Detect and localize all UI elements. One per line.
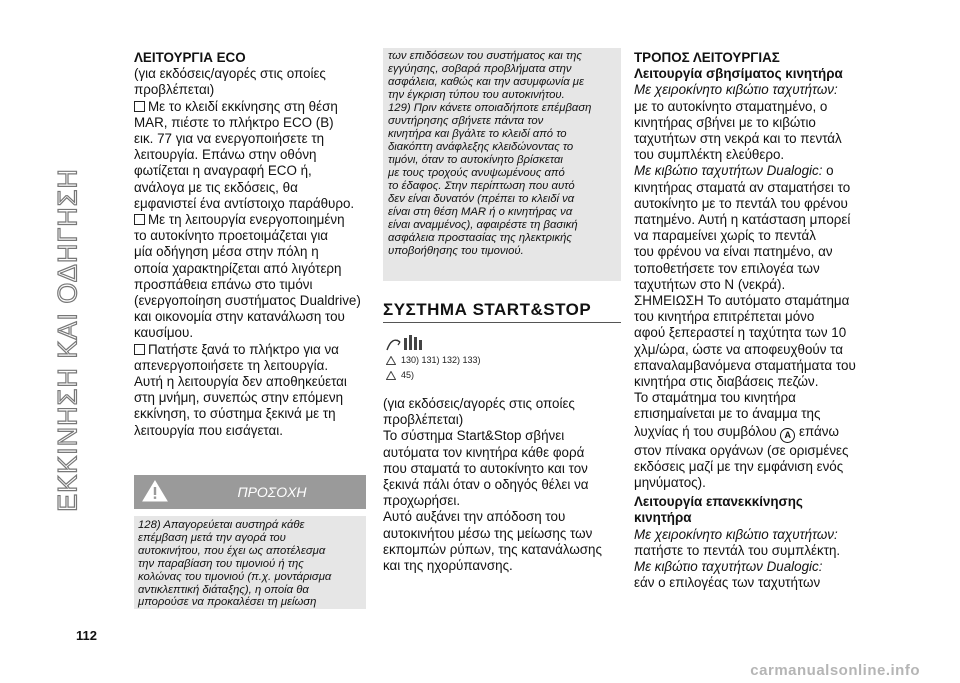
text-line: στη μνήμη, συνεπώς στην επόμενη	[134, 390, 344, 406]
text-line: με το αυτοκίνητο σταματημένο, ο	[634, 98, 828, 114]
text-line: του συμπλέκτη ελεύθερο.	[634, 147, 785, 163]
heading-rule	[383, 322, 621, 323]
eco-heading: ΛΕΙΤΟΥΡΓΙΑ ECO	[134, 50, 246, 65]
text-line: ξεκινά πάλι όταν ο οδηγός θέλει να	[383, 477, 589, 493]
text-line: λειτουργία που εισάγεται.	[134, 422, 283, 438]
restart-heading: Λειτουργία επανεκκίνησης	[634, 494, 803, 510]
warning-line: επέμβαση μετά την αγορά του	[138, 531, 286, 544]
text-line: Το σταμάτημα του κινητήρα	[634, 390, 796, 406]
text-line: αφού ξεπεραστεί η ταχύτητα των 10	[634, 325, 847, 341]
start-stop-symbol-icon: A	[780, 428, 795, 443]
text-line: επαναλαμβανόμενα σταματήματα του	[634, 357, 856, 373]
warning-line: αντικλεπτική διάταξης), η οποία θα	[138, 583, 309, 596]
text-line: ΣΗΜΕΙΩΣΗ Το αυτόματο σταμάτημα	[634, 293, 850, 309]
warning-banner	[134, 475, 366, 509]
warning-line: αυτοκινήτου, που έχει ως αποτέλεσμα	[138, 544, 326, 557]
box-line: την έγκριση τύπου του αυτοκινήτου.	[388, 89, 565, 101]
text-line: Με το κλειδί εκκίνησης στη θέση	[134, 99, 370, 115]
text-line: επισημαίνεται με το άναμμα της	[634, 406, 821, 422]
mode-heading: ΤΡΟΠΟΣ ΛΕΙΤΟΥΡΓΙΑΣ	[634, 50, 780, 65]
text-line: Το σύστημα Start&Stop σβήνει	[383, 428, 565, 444]
box-line: εγγύησης, σοβαρά προβλήματα στην	[388, 63, 572, 75]
warning-text-box	[134, 516, 366, 609]
restart-manual-label: Με χειροκίνητο κιβώτιο ταχυτήτων:	[634, 526, 838, 542]
box-line: είναι στη θέση MAR ή ο κινητήρας να	[388, 206, 573, 218]
text-line: ταχυτήτων στη νεκρά και το πεντάλ	[634, 131, 842, 147]
footnote-refs: 45)	[401, 370, 415, 380]
text-line: κινητήρας σβήνει με το κιβώτιο	[634, 114, 816, 130]
box-line: κινητήρα και βγάλτε το κλειδί από το	[388, 128, 567, 140]
text-line: Με κιβώτιο ταχυτήτων Dualogic: ο	[634, 163, 834, 179]
text-line: κινητήρας σταματά αν σταματήσει το	[634, 179, 851, 195]
text-line: εκκίνηση, το σύστημα ξεκινά με τη	[134, 406, 336, 422]
text-line: MAR, πιέστε το πλήκτρο ECO (B)	[134, 114, 334, 130]
checkbox-bullet-icon	[134, 214, 145, 225]
text-line: Αυτή η λειτουργία δεν αποθηκεύεται	[134, 374, 347, 390]
box-line: ασφάλεια προστασίας της ηλεκτρικής	[388, 232, 572, 244]
box-line: δεν είναι δυνατόν (πρέπει το κλειδί να	[388, 193, 575, 205]
small-leaf-icon	[386, 371, 396, 380]
warning-line: μπορούσε να προκαλέσει τη μείωση	[138, 596, 317, 609]
text-line: εκδόσεις μαζί με την εμφάνιση ενός	[634, 458, 844, 474]
small-warning-icon	[386, 356, 396, 365]
fuel-economy-icon	[384, 332, 428, 354]
box-line: υποβοήθησης του τιμονιού.	[388, 245, 524, 257]
text-line: λυχνίας ή του συμβόλου A επάνω	[634, 423, 874, 443]
text-line: εμφανιστεί ένα αντίστοιχο παράθυρο.	[134, 195, 355, 211]
engine-stop-heading: Λειτουργία σβησίματος κινητήρα	[634, 66, 843, 82]
page-number: 112	[76, 628, 97, 643]
box-line: των επιδόσεων του συστήματος και της	[388, 50, 582, 62]
restart-dualogic-label: Με κιβώτιο ταχυτήτων Dualogic:	[634, 559, 823, 575]
text-line: του φρένου να είναι πατημένο, αν	[634, 244, 833, 260]
text-line: οποία χαρακτηρίζεται από λιγότερη	[134, 260, 342, 276]
warning-label: ΠΡΟΣΟΧΗ	[237, 484, 307, 500]
text-line: Πατήστε ξανά το πλήκτρο για να	[134, 342, 370, 358]
start-stop-heading: ΣΥΣΤΗΜΑ START&STOP	[383, 300, 592, 319]
checkbox-bullet-icon	[134, 101, 145, 112]
text-line: του κινητήρα επιτρέπεται μόνο	[634, 309, 815, 325]
footnote-refs: 130) 131) 132) 133)	[401, 355, 481, 365]
box-line: ασφάλεια, καθώς και την ασυμφωνία με	[388, 76, 584, 88]
text-line: και της ηχορύπανσης.	[383, 558, 513, 574]
text-line: λειτουργία. Επάνω στην οθόνη	[134, 147, 317, 163]
column-3	[634, 50, 874, 592]
text-line: μηνύματος).	[634, 475, 706, 491]
text-line: αυτοκινήτου μέσω της μείωσης των	[383, 525, 593, 541]
text-line: πατήστε το πεντάλ του συμπλέκτη.	[634, 542, 841, 558]
text-line: μία οδήγηση μέσα στην πόλη η	[134, 244, 319, 260]
text-line: ανάλογα με τις εκδόσεις, θα	[134, 179, 298, 195]
text-line: και οικονομία στην κατανάλωση του	[134, 309, 345, 325]
text-line: Αυτό αυξάνει την απόδοση του	[383, 509, 566, 525]
box-line: είναι αναμμένος), αφαιρέστε τη βασική	[388, 219, 578, 231]
box-line: το έδαφος. Στην περίπτωση που αυτό	[388, 180, 575, 192]
text-line: απενεργοποιήσετε τη λειτουργία.	[134, 357, 329, 373]
text-line: φωτίζεται η αναγραφή ECO ή,	[134, 163, 312, 179]
text-line: εικ. 77 για να ενεργοποιήσετε τη	[134, 131, 325, 147]
text-line: να παραμείνει χωρίς το πεντάλ	[634, 228, 816, 244]
text-line: αυτόματα τον κινητήρα κάθε φορά	[383, 444, 585, 460]
text-line: προβλέπεται)	[134, 82, 215, 98]
text-line: χλμ/ώρα, ώστε να αποφευχθούν τα	[634, 341, 843, 357]
box-line: διακόπτη ανάφλεξης κλειδώνοντας το	[388, 141, 574, 153]
text-line: το αυτοκίνητο προετοιμάζεται για	[134, 228, 329, 244]
text-line: στον πίνακα οργάνων (σε ορισμένες	[634, 442, 849, 458]
warning-line: 128) Απαγορεύεται αυστηρά κάθε	[138, 519, 305, 531]
text-line: προσπάθεια επάνω στο τιμόνι	[134, 276, 313, 292]
watermark: carmanualsonline.info	[750, 662, 920, 679]
text-line: προχωρήσει.	[383, 493, 461, 509]
text-line: εκπομπών ρύπων, της κατανάλωσης	[383, 541, 602, 557]
text-line: Με τη λειτουργία ενεργοποιημένη	[134, 212, 370, 228]
warning-continuation-box	[383, 48, 621, 281]
text-line: (ενεργοποίηση συστήματος Dualdrive)	[134, 293, 361, 309]
text-line: κινητήρα στις διαβάσεις πεζών.	[634, 374, 819, 390]
box-line: τιμόνι, όταν το αυτοκίνητο βρίσκεται	[388, 154, 563, 166]
checkbox-bullet-icon	[134, 344, 145, 355]
text-line: ταχυτήτων στο N (νεκρά).	[634, 276, 786, 292]
text-line: αυτοκίνητο με το πεντάλ του φρένου	[634, 195, 848, 211]
warning-line: την παραβίαση του τιμονιού ή της	[138, 557, 304, 570]
column-1	[134, 50, 370, 439]
text-line: που σταματά το αυτοκίνητο και τον	[383, 460, 588, 476]
warning-line: κολώνας του τιμονιού (π.χ. μοντάρισμα	[138, 570, 332, 583]
text-line: (για εκδόσεις/αγορές στις οποίες	[383, 396, 575, 411]
box-line: 129) Πριν κάνετε οποιαδήποτε επέμβαση	[388, 102, 592, 114]
text-line: προβλέπεται)	[383, 412, 464, 428]
box-line: συντήρησης σβήνετε πάντα τον	[388, 115, 544, 127]
box-line: με τους τροχούς ανυψωμένους από	[388, 167, 565, 179]
dualogic-label: Με κιβώτιο ταχυτήτων Dualogic:	[634, 163, 823, 179]
text-line: τοποθετήσετε τον επιλογέα των	[634, 260, 820, 276]
manual-gearbox-label: Με χειροκίνητο κιβώτιο ταχυτήτων:	[634, 82, 838, 98]
text-line: καυσίμου.	[134, 325, 194, 341]
start-stop-description	[383, 396, 623, 574]
text-line: (για εκδόσεις/αγορές στις οποίες	[134, 66, 326, 82]
text-line: πατημένο. Αυτή η κατάσταση μπορεί	[634, 212, 851, 228]
text-line: εάν ο επιλογέας των ταχυτήτων	[634, 575, 821, 591]
restart-heading-cont: κινητήρα	[634, 510, 692, 526]
